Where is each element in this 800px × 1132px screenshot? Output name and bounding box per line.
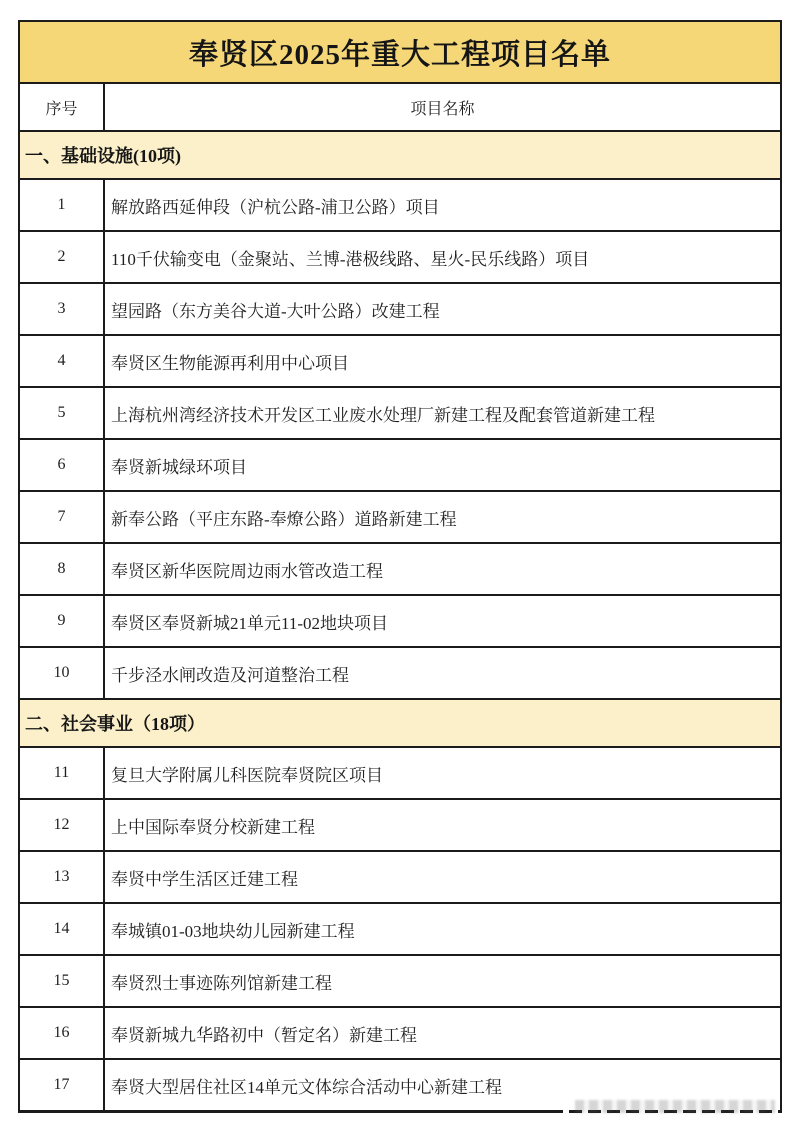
table-row [20, 902, 780, 954]
project-name: 复旦大学附属儿科医院奉贤院区项目 [111, 765, 383, 785]
row-index: 8 [20, 544, 105, 594]
row-index: 7 [20, 492, 105, 542]
project-name: 奉贤区生物能源再利用中心项目 [111, 353, 349, 373]
table-row [20, 1058, 780, 1110]
table-row [20, 850, 780, 902]
project-name: 解放路西延伸段（沪杭公路-浦卫公路）项目 [111, 197, 440, 217]
header-index: 序号 [20, 84, 105, 130]
section-header: 一、基础设施(10项) [20, 130, 780, 178]
table-row [20, 542, 780, 594]
table-bottom-border [18, 1110, 782, 1113]
row-index: 4 [20, 336, 105, 386]
row-index: 3 [20, 284, 105, 334]
row-index: 9 [20, 596, 105, 646]
project-name: 奉贤区奉贤新城21单元11-02地块项目 [111, 613, 389, 633]
table-row [20, 1006, 780, 1058]
project-name: 上海杭州湾经济技术开发区工业废水处理厂新建工程及配套管道新建工程 [111, 405, 655, 425]
row-index: 17 [20, 1060, 105, 1110]
project-name: 奉贤大型居住社区14单元文体综合活动中心新建工程 [111, 1077, 502, 1097]
row-index: 10 [20, 648, 105, 698]
row-index: 11 [20, 748, 105, 798]
table-row [20, 594, 780, 646]
table-row [20, 178, 780, 230]
project-name: 千步泾水闸改造及河道整治工程 [111, 665, 349, 685]
row-index: 16 [20, 1008, 105, 1058]
table-row [20, 798, 780, 850]
row-index: 14 [20, 904, 105, 954]
project-name: 望园路（东方美谷大道-大叶公路）改建工程 [111, 301, 440, 321]
project-name: 奉贤新城九华路初中（暂定名）新建工程 [111, 1025, 417, 1045]
table-title: 奉贤区2025年重大工程项目名单 [20, 22, 780, 82]
project-table [18, 20, 782, 1110]
project-name: 奉城镇01-03地块幼儿园新建工程 [111, 921, 355, 941]
table-row [20, 646, 780, 698]
project-name: 奉贤中学生活区迁建工程 [111, 869, 298, 889]
row-index: 5 [20, 388, 105, 438]
table-row [20, 438, 780, 490]
row-index: 1 [20, 180, 105, 230]
table-row [20, 230, 780, 282]
table-row [20, 490, 780, 542]
header-project-name: 项目名称 [410, 100, 475, 118]
table-row [20, 334, 780, 386]
table-row [20, 282, 780, 334]
project-name: 奉贤烈士事迹陈列馆新建工程 [111, 973, 332, 993]
project-name: 新奉公路（平庄东路-奉燎公路）道路新建工程 [111, 509, 457, 529]
table-body [20, 130, 780, 1110]
project-name: 奉贤区新华医院周边雨水管改造工程 [111, 561, 383, 581]
row-index: 6 [20, 440, 105, 490]
table-row [20, 746, 780, 798]
table-row [20, 386, 780, 438]
row-index: 13 [20, 852, 105, 902]
project-name: 110千伏输变电（金聚站、兰博-港极线路、星火-民乐线路）项目 [111, 249, 590, 269]
section-header: 二、社会事业（18项） [20, 698, 780, 746]
row-index: 12 [20, 800, 105, 850]
row-index: 15 [20, 956, 105, 1006]
project-name: 奉贤新城绿环项目 [111, 457, 247, 477]
table-row [20, 954, 780, 1006]
project-name: 上中国际奉贤分校新建工程 [111, 817, 315, 837]
row-index: 2 [20, 232, 105, 282]
table-header-row [20, 82, 780, 130]
